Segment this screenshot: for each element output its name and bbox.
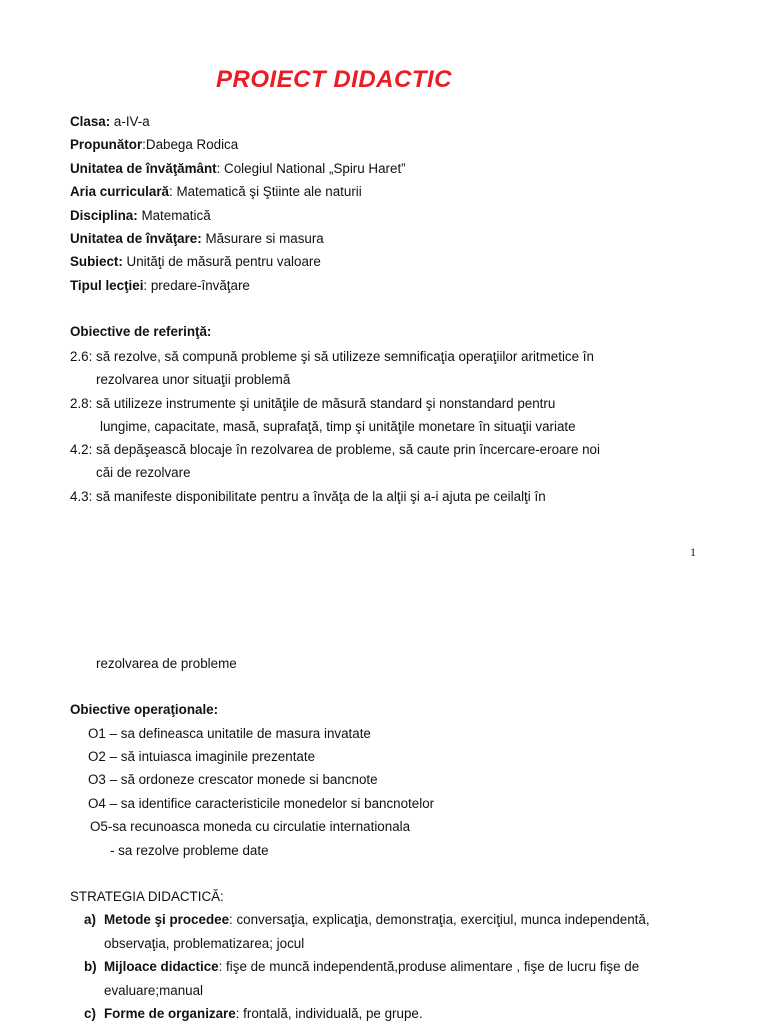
op-objective-line: O5-sa recunoasca moneda cu circulatie internationala: [90, 819, 411, 834]
strategy-item-means: [84, 959, 639, 975]
op-objective-line: O1 – sa defineasca unitatile de masura invatate: [88, 726, 371, 741]
strategy-item-forms: [84, 1006, 423, 1022]
info-learning-unit: [70, 231, 324, 247]
info-label: Aria curriculară: [70, 184, 169, 199]
info-value: Matematică: [137, 208, 211, 223]
strategy-item-methods-cont: observaţia, problematizarea; jocul: [104, 936, 305, 951]
strategy-item-methods: [84, 912, 650, 928]
strategy-label: Forme de organizare: [104, 1006, 236, 1021]
op-objective-line: O4 – sa identifice caracteristicile monedelor si bancnotelor: [88, 796, 435, 811]
info-label: Unitatea de învăţare:: [70, 231, 202, 246]
strategy-text: : fişe de muncă independentă,produse alimentare , fişe de lucru fişe de: [218, 959, 640, 974]
op-objectives-heading: Obiective operaţionale:: [70, 702, 219, 717]
document-title: PROIECT DIDACTIC: [216, 66, 452, 93]
continuation-text: rezolvarea de probleme: [96, 656, 237, 671]
info-lesson-type: [70, 278, 250, 294]
list-marker: c): [84, 1006, 96, 1021]
strategy-label: Mijloace didactice: [104, 959, 219, 974]
info-label: Unitatea de învăţământ: [70, 161, 217, 176]
info-value: :Dabega Rodica: [142, 137, 239, 152]
strategy-label: Metode şi procedee: [104, 912, 230, 927]
info-class: [70, 114, 150, 130]
page-number: 1: [690, 545, 696, 559]
strategy-heading: STRATEGIA DIDACTICĂ:: [70, 889, 224, 904]
ref-objective-line: 2.6: să rezolve, să compună probleme şi să utilizeze semnificaţia operaţiilor aritmetice în: [70, 349, 594, 364]
info-school: [70, 161, 406, 177]
info-value: : Colegiul National „Spiru Haret”: [216, 161, 406, 176]
ref-objective-line: căi de rezolvare: [96, 465, 191, 480]
info-label: Disciplina:: [70, 208, 138, 223]
ref-objective-line: rezolvarea unor situaţii problemă: [96, 372, 291, 387]
op-objective-line: O2 – să intuiasca imaginile prezentate: [88, 749, 316, 764]
info-discipline: [70, 208, 211, 224]
info-value: a-IV-a: [110, 114, 150, 129]
strategy-item-means-cont: evaluare;manual: [104, 983, 204, 998]
info-label: Subiect:: [70, 254, 123, 269]
info-proposer: [70, 137, 238, 153]
info-subject: [70, 254, 321, 270]
info-value: Măsurare si masura: [201, 231, 324, 246]
strategy-text: : conversaţia, explicaţia, demonstraţia, exerciţiul, munca independentă,: [229, 912, 650, 927]
info-value: : Matematică şi Ştiinte ale naturii: [169, 184, 362, 199]
info-label: Clasa:: [70, 114, 111, 129]
info-curricular-area: [70, 184, 362, 200]
op-objective-line: O3 – să ordoneze crescator monede si bancnote: [88, 772, 378, 787]
list-marker: b): [84, 959, 97, 974]
strategy-text: : frontală, individuală, pe grupe.: [235, 1006, 423, 1021]
ref-objective-line: 4.2: să depăşească blocaje în rezolvarea de probleme, să caute prin încercare-eroare noi: [70, 442, 600, 457]
list-marker: a): [84, 912, 96, 927]
ref-objective-line: 4.3: să manifeste disponibilitate pentru a învăţa de la alţii şi a-i ajuta pe ceilalţi în: [70, 489, 546, 504]
info-value: Unităţi de măsură pentru valoare: [122, 254, 321, 269]
ref-objectives-heading: Obiective de referinţă:: [70, 324, 212, 339]
info-value: : predare-învăţare: [143, 278, 250, 293]
info-label: Propunător: [70, 137, 143, 152]
ref-objective-line: lungime, capacitate, masă, suprafaţă, timp şi unităţile monetare în situaţii variate: [100, 419, 576, 434]
ref-objective-line: 2.8: să utilizeze instrumente şi unităţile de măsură standard şi nonstandard pentru: [70, 396, 556, 411]
op-objective-line: - sa rezolve probleme date: [110, 843, 269, 858]
info-label: Tipul lecţiei: [70, 278, 144, 293]
